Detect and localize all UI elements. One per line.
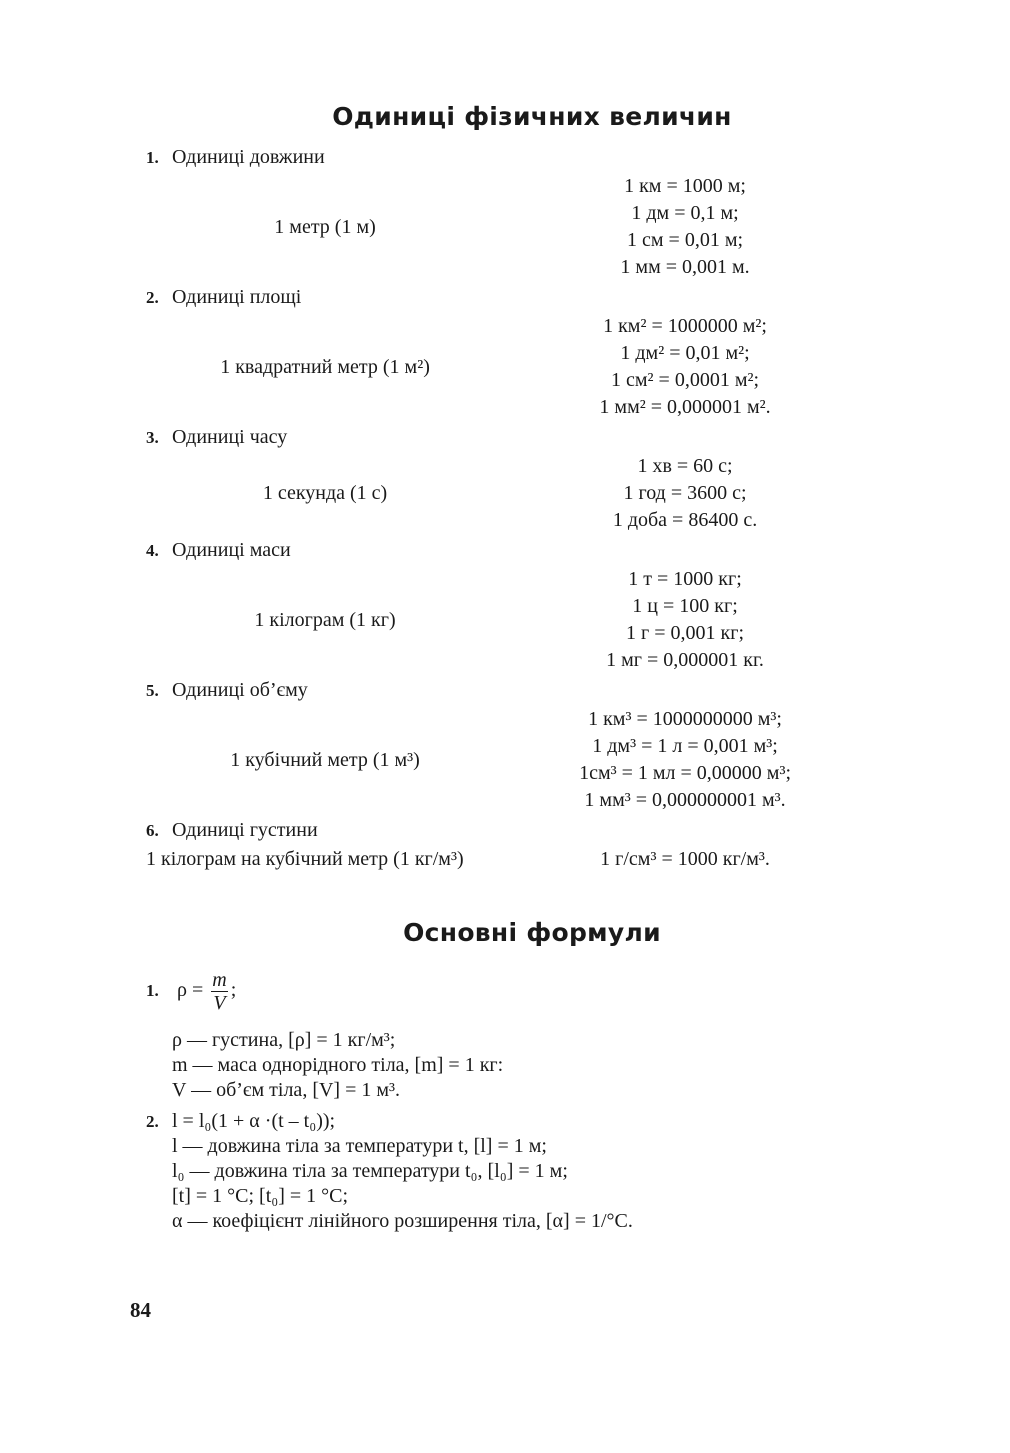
formula-desc: l₀ — довжина тіла за температури t₀, [l₀] = 1 м;: [172, 1160, 568, 1182]
base-unit: 1 кілограм (1 кг): [254, 608, 396, 631]
unit-row: [146, 173, 866, 281]
section-number: 3.: [146, 428, 159, 447]
base-unit: 1 метр (1 м): [274, 215, 376, 238]
numerator: m: [212, 968, 227, 991]
conversion-line: 1 см² = 0,0001 м²;: [611, 369, 760, 391]
unit-section-title: [146, 816, 866, 846]
unit-section-title: [146, 143, 866, 173]
section-label: Одиниці об’єму: [172, 679, 308, 701]
unit-row: [146, 706, 866, 814]
unit-section: [146, 283, 866, 421]
formula-desc: α — коефіцієнт лінійного розширення тіла, [α] = 1/°C.: [172, 1210, 633, 1232]
formula-desc: V — об’єм тіла, [V] = 1 м³.: [172, 1079, 401, 1101]
conversion-line: 1 дм = 0,1 м;: [631, 202, 739, 224]
page-number: 84: [130, 1298, 151, 1322]
unit-row: [146, 566, 866, 674]
conversion-line: 1 ц = 100 кг;: [632, 595, 738, 617]
unit-section: [146, 676, 866, 814]
base-unit: 1 кілограм на кубічний метр (1 кг/м³): [146, 848, 464, 870]
unit-row: [146, 846, 866, 873]
section-number: 1.: [146, 148, 159, 167]
formula-number: 2.: [146, 1112, 159, 1131]
section-number: 5.: [146, 681, 159, 700]
formula-lhs: ρ =: [177, 979, 204, 1001]
conversion-line: 1 дм³ = 1 л = 0,001 м³;: [592, 735, 778, 757]
section-label: Одиниці довжини: [172, 146, 325, 168]
conversion-line: 1 км² = 1000000 м²;: [603, 315, 767, 337]
unit-section-title: [146, 283, 866, 313]
unit-section: [146, 816, 866, 873]
conversion-line: 1 г/см³ = 1000 кг/м³.: [600, 848, 770, 870]
conversion-line: 1 см = 0,01 м;: [627, 229, 744, 251]
units-list: [146, 143, 866, 875]
section-label: Одиниці часу: [172, 426, 288, 448]
conversion-line: 1 т = 1000 кг;: [628, 568, 742, 590]
formula-desc: [t] = 1 °C; [t₀] = 1 °C;: [172, 1185, 349, 1207]
units-heading: Одиниці фізичних величин: [332, 102, 732, 131]
formula-number: 1.: [146, 981, 159, 1000]
unit-section: [146, 143, 866, 281]
section-number: 2.: [146, 288, 159, 307]
conversion-line: 1 мм = 0,001 м.: [620, 256, 750, 278]
section-label: Одиниці площі: [172, 286, 302, 308]
conversion-line: 1 мм³ = 0,000000001 м³.: [584, 789, 786, 811]
conversions: [504, 453, 866, 534]
unit-section: [146, 536, 866, 674]
conversion-line: 1 км³ = 1000000000 м³;: [588, 708, 782, 730]
fraction: [210, 969, 228, 1014]
formulas-list: [146, 965, 866, 1234]
conversion-line: 1см³ = 1 мл = 0,00000 м³;: [579, 762, 791, 784]
unit-section-title: [146, 423, 866, 453]
section-label: Одиниці густини: [172, 819, 318, 841]
conversion-line: 1 км = 1000 м;: [624, 175, 746, 197]
conversions: [504, 846, 866, 873]
unit-section: [146, 423, 866, 534]
unit-section-title: [146, 536, 866, 566]
conversion-line: 1 доба = 86400 с.: [612, 509, 758, 531]
denominator: V: [213, 991, 226, 1014]
conversions: [504, 566, 866, 674]
section-label: Одиниці маси: [172, 539, 291, 561]
conversion-line: 1 дм² = 0,01 м²;: [620, 342, 750, 364]
conversion-line: 1 хв = 60 с;: [637, 455, 733, 477]
section-number: 4.: [146, 541, 159, 560]
conversions: [504, 173, 866, 281]
conversion-line: 1 мг = 0,000001 кг.: [606, 649, 764, 671]
unit-row: [146, 313, 866, 421]
unit-row: [146, 453, 866, 534]
unit-section-title: [146, 676, 866, 706]
formulas-heading: Основні формули: [403, 918, 661, 947]
conversions: [504, 706, 866, 814]
formula-1: [146, 965, 866, 1015]
formula-expression: l = l₀(1 + α ·(t – t₀));: [172, 1110, 336, 1132]
formula-2: [146, 1109, 866, 1134]
conversion-line: 1 г = 0,001 кг;: [626, 622, 745, 644]
formula-desc: m — маса однорідного тіла, [m] = 1 кг:: [172, 1054, 504, 1076]
formula-desc: ρ — густина, [ρ] = 1 кг/м³;: [172, 1029, 396, 1051]
base-unit: 1 кубічний метр (1 м³): [230, 748, 420, 771]
base-unit: 1 квадратний метр (1 м²): [220, 355, 430, 378]
conversion-line: 1 год = 3600 с;: [623, 482, 747, 504]
base-unit: 1 секунда (1 с): [262, 482, 388, 504]
conversion-line: 1 мм² = 0,000001 м².: [599, 396, 771, 418]
formula-desc: l — довжина тіла за температури t, [l] = 1 м;: [172, 1135, 547, 1157]
section-number: 6.: [146, 821, 159, 840]
formula-tail: ;: [230, 979, 237, 1001]
conversions: [504, 313, 866, 421]
